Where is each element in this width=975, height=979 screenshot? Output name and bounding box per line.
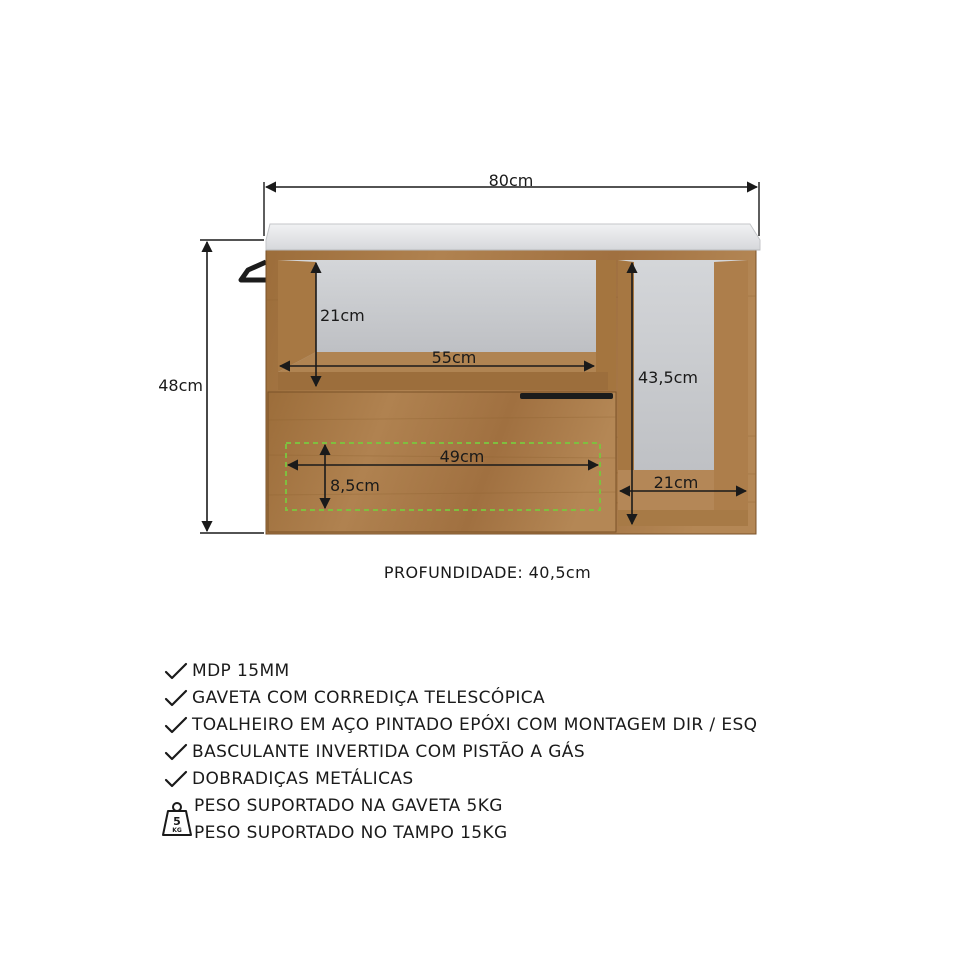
feature-text: DOBRADIÇAS METÁLICAS: [192, 768, 414, 789]
check-icon: [162, 715, 192, 735]
check-icon: [162, 769, 192, 789]
side-height-label: 43,5cm: [638, 368, 699, 387]
feature-text: GAVETA COM CORREDIÇA TELESCÓPICA: [192, 687, 546, 708]
towel-rail: [241, 262, 266, 280]
weight-item: [194, 792, 508, 819]
height-label: 48cm: [158, 376, 203, 395]
check-icon: [162, 661, 192, 681]
weight-text: PESO SUPORTADO NO TAMPO 15KG: [194, 822, 508, 843]
feature-item: [162, 738, 882, 765]
feature-text: MDP 15MM: [192, 660, 290, 681]
cabinet-top: [266, 224, 760, 250]
drawer-handle: [520, 393, 613, 399]
weight-block: [162, 792, 882, 846]
feature-item: [162, 684, 882, 711]
weight-icon-number: 5: [173, 815, 181, 828]
niche-width-label: 55cm: [431, 348, 477, 367]
feature-text: BASCULANTE INVERTIDA COM PISTÃO A GÁS: [192, 741, 586, 762]
weight-icon: [160, 799, 194, 839]
feature-item: [162, 765, 882, 792]
feature-item: [162, 657, 882, 684]
weight-icon-unit: KG: [172, 827, 182, 834]
feature-text: TOALHEIRO EM AÇO PINTADO EPÓXI COM MONTAGEM DIR / ESQ: [192, 714, 758, 735]
feature-list: [162, 657, 882, 846]
check-icon: [162, 742, 192, 762]
width-label: 80cm: [488, 171, 534, 190]
drawer-width-label: 49cm: [439, 447, 485, 466]
weight-item: [194, 819, 508, 846]
weight-lines: [194, 792, 508, 846]
niche-height-label: 21cm: [320, 306, 365, 325]
depth-label: PROFUNDIDADE: 40,5cm: [383, 563, 592, 582]
check-icon: [162, 688, 192, 708]
drawer-height-label: 8,5cm: [330, 476, 380, 495]
height-dimension: [158, 240, 264, 533]
side-width-label: 21cm: [653, 473, 699, 492]
feature-item: [162, 711, 882, 738]
weight-text: PESO SUPORTADO NA GAVETA 5KG: [194, 795, 503, 816]
